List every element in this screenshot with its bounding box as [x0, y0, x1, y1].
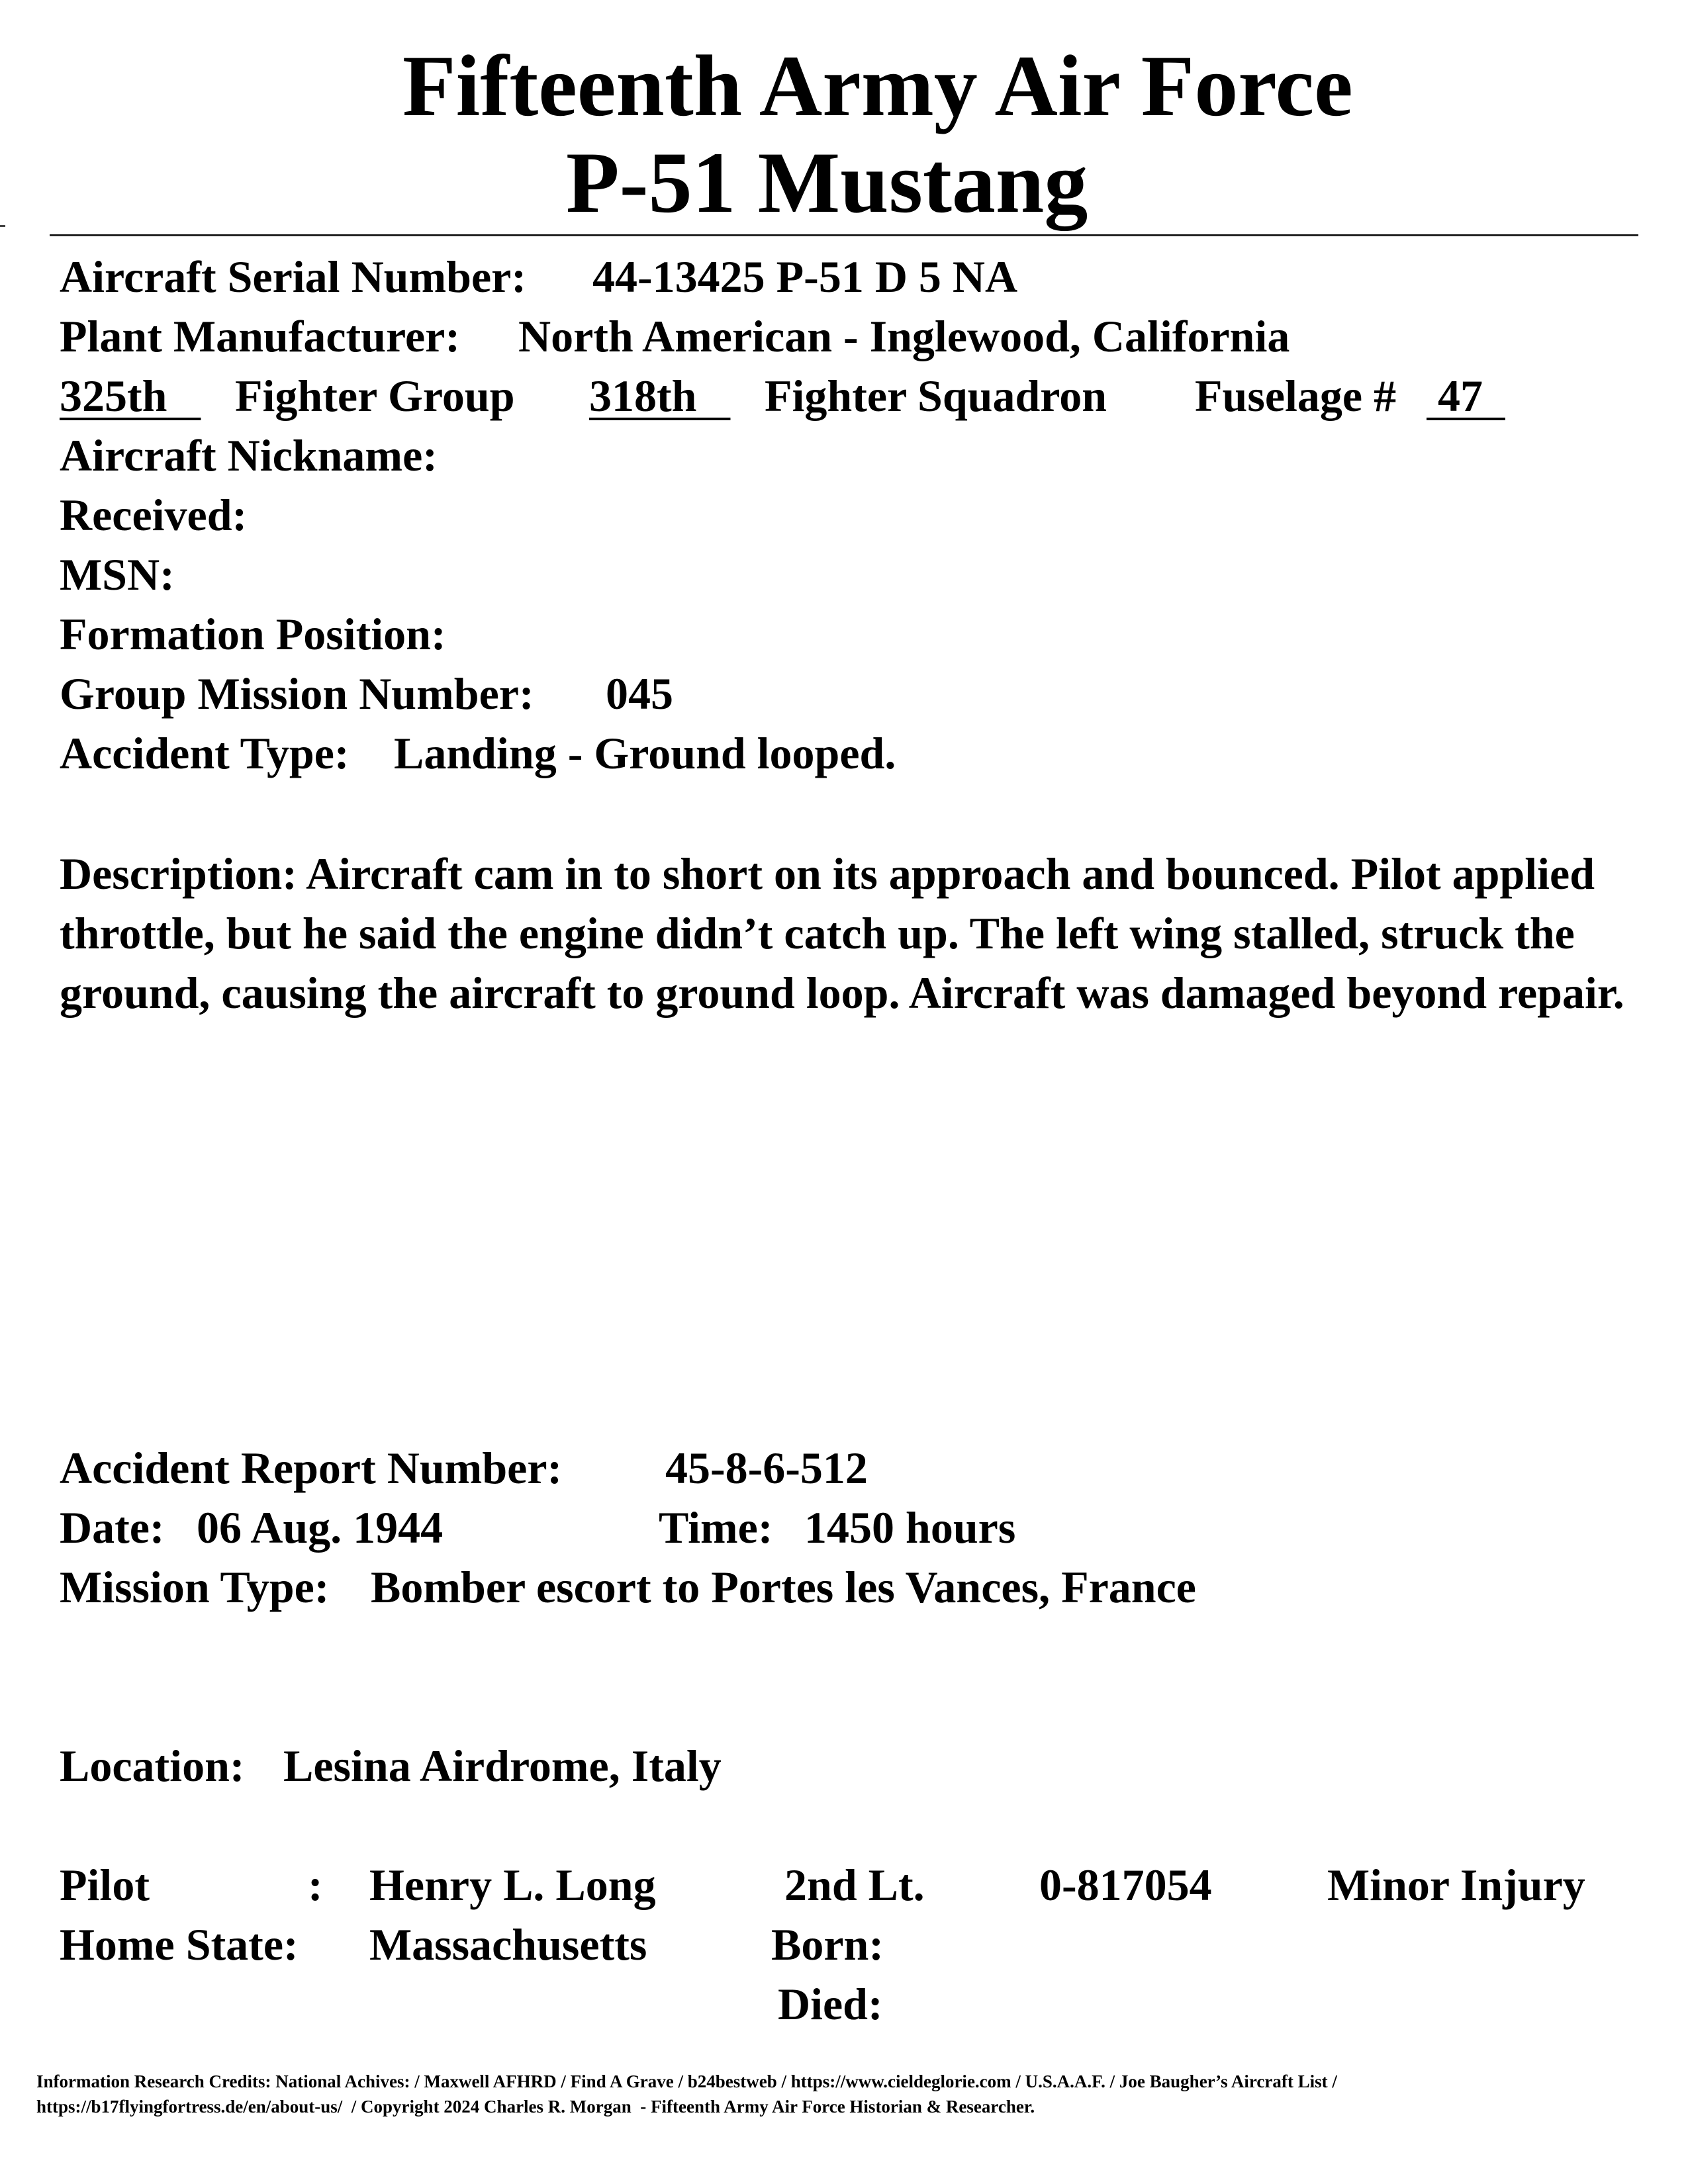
fighter-group-value: 325th: [60, 371, 167, 421]
pilot-rank: 2nd Lt.: [784, 1860, 925, 1910]
time-label: Time:: [659, 1502, 773, 1553]
mission-type-value: Bomber escort to Portes les Vances, France: [371, 1562, 1196, 1612]
margin-mark: [0, 225, 5, 227]
date-value: 06 Aug. 1944: [197, 1502, 444, 1553]
formation-position-label: Formation Position:: [60, 609, 446, 659]
page-title: Fifteenth Army Air Force: [402, 37, 1353, 134]
credits-line-2: https://b17flyingfortress.de/en/about-us/ / Copyright 2024 Charles R. Morgan - Fifteenth Army Air Force Historian & Researcher.: [36, 2097, 1035, 2116]
fighter-group-label: Fighter Group: [235, 371, 515, 421]
home-state-value: Massachusetts: [369, 1919, 647, 1970]
plant-manufacturer-value: North American - Inglewood, California: [518, 311, 1290, 361]
time-value: 1450 hours: [804, 1502, 1016, 1553]
aircraft-nickname-label: Aircraft Nickname:: [60, 430, 438, 480]
date-label: Date:: [60, 1502, 165, 1553]
died-label: Died:: [778, 1979, 883, 2029]
received-label: Received:: [60, 490, 248, 540]
aircraft-type-title: P-51 Mustang: [566, 134, 1088, 231]
home-state-label: Home State:: [60, 1919, 299, 1970]
header-divider: [50, 234, 1638, 236]
pilot-name: Henry L. Long: [369, 1860, 656, 1910]
description-label: Description:: [60, 848, 297, 899]
pilot-colon: :: [308, 1860, 323, 1910]
fighter-squadron-value: 318th: [589, 371, 697, 421]
fuselage-label: Fuselage #: [1195, 371, 1397, 421]
accident-type-value: Landing - Ground looped.: [394, 728, 896, 778]
credits-line-1: Information Research Credits: National Achives: / Maxwell AFHRD / Find A Grave / b24bestweb / https://www.cieldeglorie.com / U.S.A.A.F. / Joe Baugher’s Aircraft List /: [36, 2071, 1337, 2091]
pilot-status: Minor Injury: [1327, 1860, 1585, 1910]
accident-report-number-value: 45-8-6-512: [665, 1443, 868, 1493]
serial-number-label: Aircraft Serial Number:: [60, 251, 526, 302]
location-label: Location:: [60, 1741, 245, 1791]
plant-manufacturer-label: Plant Manufacturer:: [60, 311, 460, 361]
accident-type-label: Accident Type:: [60, 728, 350, 778]
msn-label: MSN:: [60, 549, 175, 600]
fuselage-value: 47: [1438, 371, 1483, 421]
pilot-label: Pilot: [60, 1860, 150, 1910]
accident-report-number-label: Accident Report Number:: [60, 1443, 563, 1493]
group-mission-number-value: 045: [606, 668, 673, 719]
description-block: [60, 844, 1648, 1023]
mission-type-label: Mission Type:: [60, 1562, 330, 1612]
group-mission-number-label: Group Mission Number:: [60, 668, 534, 719]
pilot-serial: 0-817054: [1039, 1860, 1212, 1910]
location-value: Lesina Airdrome, Italy: [283, 1741, 722, 1791]
born-label: Born:: [771, 1919, 884, 1970]
description-text: Aircraft cam in to short on its approach and bounced. Pilot applied throttle, but he said the engine didn’t catch up. The left wing stalled, struck the ground, causing the aircraft to ground loop. Aircraft was damaged beyond repair.: [60, 848, 1624, 1018]
fighter-squadron-label: Fighter Squadron: [765, 371, 1107, 421]
serial-number-value: 44-13425 P-51 D 5 NA: [592, 251, 1018, 302]
